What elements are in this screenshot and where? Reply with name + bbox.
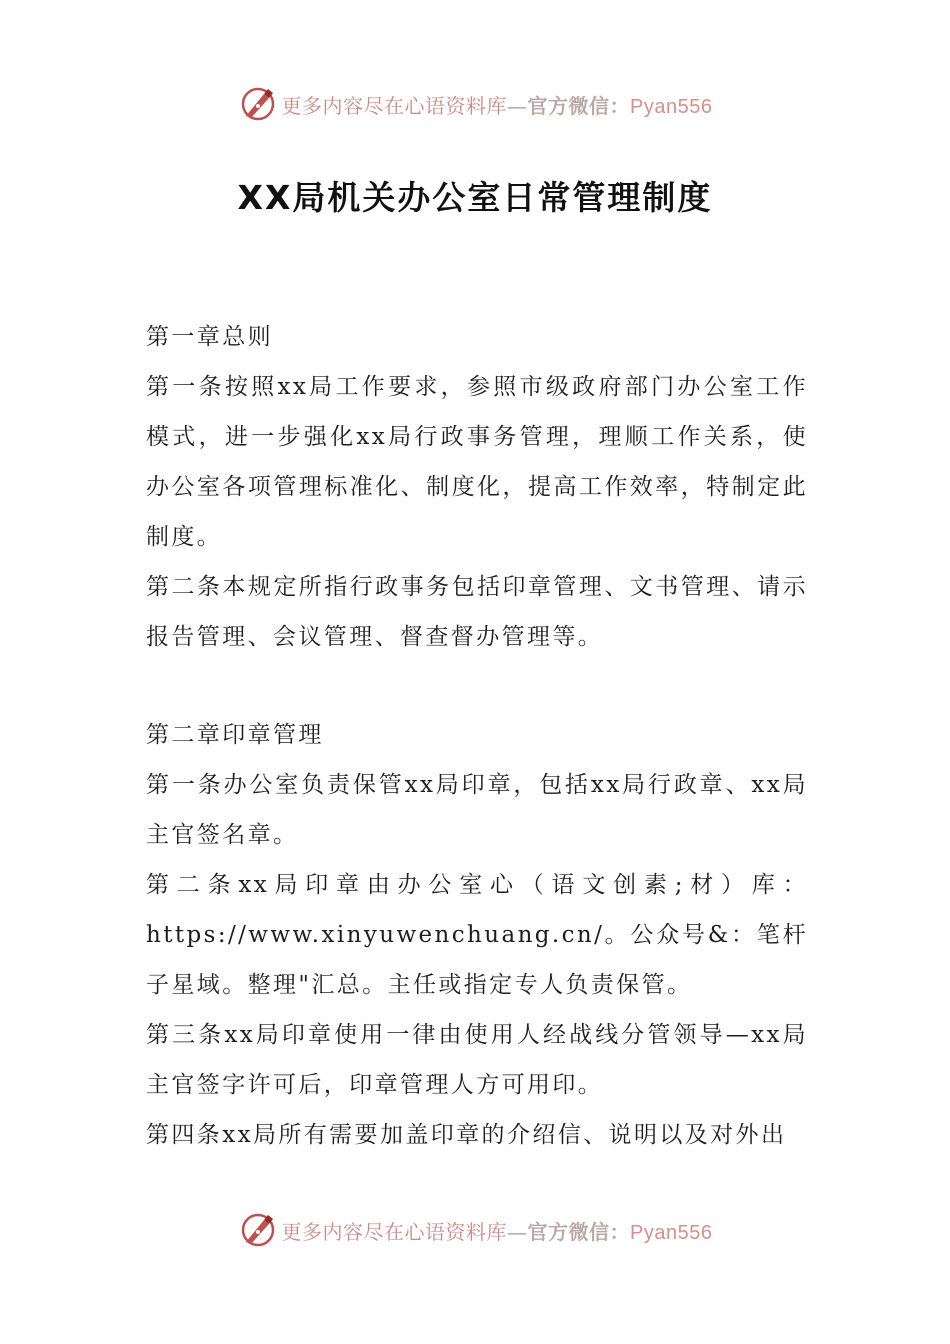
section-spacer xyxy=(146,662,808,710)
article-paragraph: 第四条xx局所有需要加盖印章的介绍信、说明以及对外出 xyxy=(146,1122,787,1148)
banner-wechat-id: Pyan556 xyxy=(630,95,713,118)
banner-separator: — xyxy=(507,1219,528,1244)
article-paragraph: 第二条本规定所指行政事务包括印章管理、文书管理、请示报告管理、会议管理、督查督办管理等。 xyxy=(146,574,808,650)
document-body xyxy=(146,312,808,1160)
pen-nib-logo-icon xyxy=(238,1210,278,1250)
banner-official-label: 官方微信： xyxy=(527,1219,631,1244)
chapter-heading: 第一章总则 xyxy=(146,324,273,350)
banner-text xyxy=(282,90,713,119)
banner-main-text: 更多内容尽在心语资料库 xyxy=(281,1219,508,1244)
chapter-heading: 第二章印章管理 xyxy=(146,722,324,748)
article-paragraph: 第二条xx局印章由办公室心（语文创素;材）库：https://www.xinyuwenchuang.cn/。公众号&：笔杆子星域。整理"汇总。主任或指定专人负责保管。 xyxy=(146,872,808,998)
article-paragraph: 第一条办公室负责保管xx局印章，包括xx局行政章、xx局主官签名章。 xyxy=(146,772,808,848)
banner-wechat-id: Pyan556 xyxy=(630,1221,713,1244)
banner-text xyxy=(282,1216,713,1245)
banner-main-text: 更多内容尽在心语资料库 xyxy=(281,93,508,118)
header-banner xyxy=(0,84,950,124)
banner-official-label: 官方微信： xyxy=(527,93,631,118)
article-paragraph: 第一条按照xx局工作要求，参照市级政府部门办公室工作模式，进一步强化xx局行政事务管理，理顺工作关系，使办公室各项管理标准化、制度化，提高工作效率，特制定此制度。 xyxy=(146,374,808,550)
pen-nib-logo-icon xyxy=(238,84,278,124)
document-title: XX局机关办公室日常管理制度 xyxy=(237,178,713,217)
article-paragraph: 第三条xx局印章使用一律由使用人经战线分管领导—xx局主官签字许可后，印章管理人方可用印。 xyxy=(146,1022,808,1098)
banner-separator: — xyxy=(507,93,528,118)
footer-banner xyxy=(0,1210,950,1250)
